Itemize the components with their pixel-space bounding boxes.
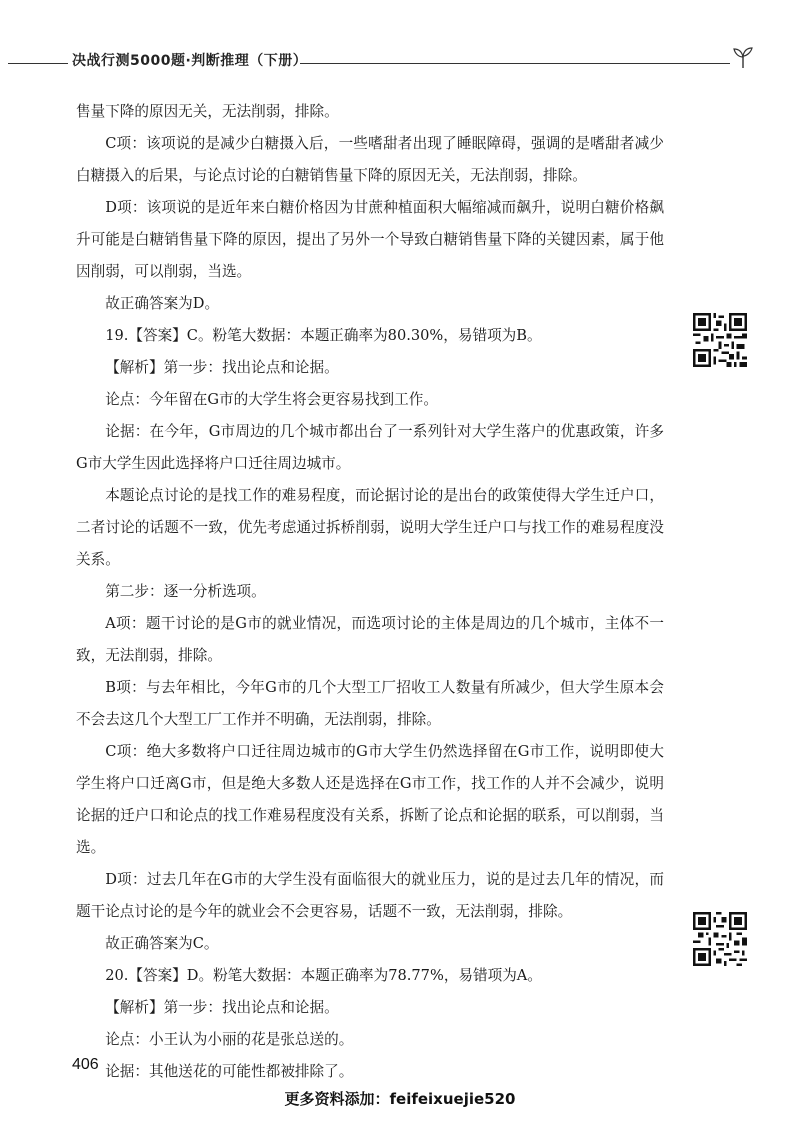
- paragraph: A项：题干讨论的是G市的就业情况，而选项讨论的主体是周边的几个城市，主体不一致，无法削弱，排除。: [76, 615, 664, 664]
- answer-heading: 19.【答案】C。粉笔大数据：本题正确率为80.30%，易错项为B。: [105, 327, 542, 344]
- paragraph: 故正确答案为D。: [105, 295, 220, 312]
- running-header: [8, 44, 748, 70]
- paragraph: D项：该项说的是近年来白糖价格因为甘蔗种植面积大幅缩减而飙升，说明白糖价格飙升可能是白糖销售量下降的原因，提出了另外一个导致白糖销售量下降的关键因素，属于他因削弱，可以削弱，当选。: [76, 199, 664, 280]
- paragraph: C项：绝大多数将户口迁往周边城市的G市大学生仍然选择留在G市工作，说明即使大学生将户口迁离G市，但是绝大多数人还是选择在G市工作，找工作的人并不会减少，说明论据的迁户口和论点的找工作难易程度没有关系，拆断了论点和论据的联系，可以削弱，当选。: [76, 743, 664, 856]
- paragraph: 论点：小王认为小丽的花是张总送的。: [105, 1031, 354, 1048]
- paragraph: 故正确答案为C。: [105, 935, 219, 952]
- sprout-icon: [730, 44, 756, 70]
- paragraph: B项：与去年相比，今年G市的几个大型工厂招收工人数量有所减少，但大学生原本会不会去这几个大型工厂工作并不明确，无法削弱，排除。: [76, 679, 664, 728]
- qr-code-icon[interactable]: [693, 313, 747, 367]
- paragraph: 论据：其他送花的可能性都被排除了。: [105, 1063, 354, 1080]
- paragraph: C项：该项说的是减少白糖摄入后，一些嗜甜者出现了睡眠障碍，强调的是嗜甜者减少白糖摄入的后果，与论点讨论的白糖销售量下降的原因无关，无法削弱，排除。: [76, 135, 664, 184]
- paragraph: 本题论点讨论的是找工作的难易程度，而论据讨论的是出台的政策使得大学生迁户口，二者讨论的话题不一致，优先考虑通过拆桥削弱，说明大学生迁户口与找工作的难易程度没关系。: [76, 487, 664, 568]
- paragraph: D项：过去几年在G市的大学生没有面临很大的就业压力，说的是过去几年的情况，而题干论点讨论的是今年的就业会不会更容易，话题不一致，无法削弱，排除。: [76, 871, 664, 920]
- header-rule-left: [8, 63, 68, 64]
- answer-heading: 20.【答案】D。粉笔大数据：本题正确率为78.77%，易错项为A。: [105, 967, 542, 984]
- book-title: 决战行测5000题·判断推理（下册）: [72, 53, 308, 69]
- page-number: 406: [72, 1056, 99, 1073]
- paragraph: 【解析】第一步：找出论点和论据。: [105, 359, 339, 376]
- paragraph: 【解析】第一步：找出论点和论据。: [105, 999, 339, 1016]
- paragraph: 售量下降的原因无关，无法削弱，排除。: [76, 103, 339, 120]
- paragraph: 论点：今年留在G市的大学生将会更容易找到工作。: [105, 391, 438, 408]
- paragraph: 论据：在今年，G市周边的几个城市都出台了一系列针对大学生落户的优惠政策，许多G市大学生因此选择将户口迁往周边城市。: [76, 423, 664, 472]
- qr-code-icon[interactable]: [693, 912, 747, 966]
- page-content: [76, 96, 664, 1088]
- paragraph: 第二步：逐一分析选项。: [105, 583, 266, 600]
- footer-note: 更多资料添加：feifeixuejie520: [284, 1090, 516, 1108]
- header-rule-right: [300, 63, 730, 64]
